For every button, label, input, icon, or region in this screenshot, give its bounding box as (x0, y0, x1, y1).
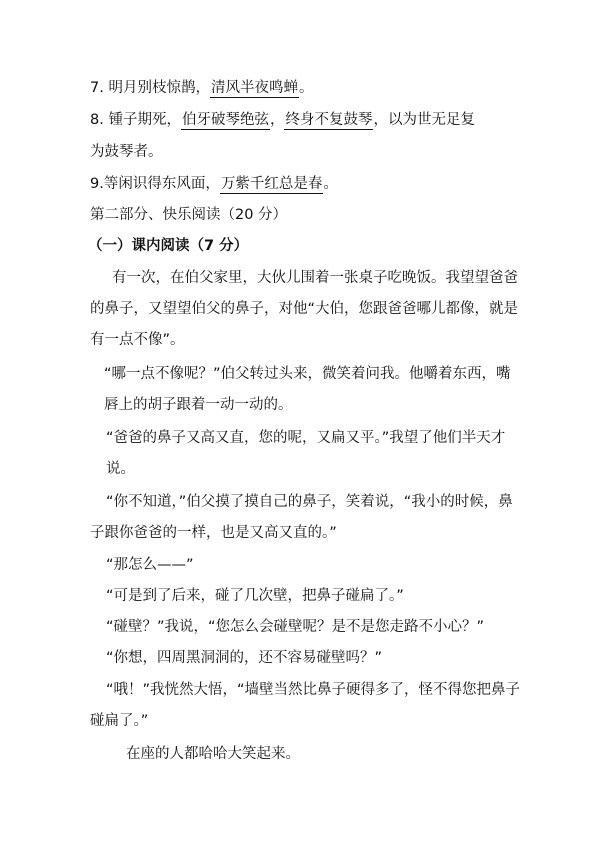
section1-heading: （一）课内阅读（7 分） (88, 238, 249, 254)
passage-p1-line3: 有一点不像”。 (90, 332, 185, 348)
passage-p2-line1: “哪一点不像呢？”伯父转过头来，微笑着问我。他嚼着东西，嘴 (104, 366, 511, 382)
q8-continuation: 为鼓琴者。 (90, 144, 163, 160)
passage-p9-line2: 碰扁了。” (90, 713, 149, 729)
q9-prefix: 9.等闲识得东风面， (90, 176, 220, 192)
passage-p3-line2: 说。 (106, 461, 135, 477)
passage-p10: 在座的人都哈哈大笑起来。 (126, 746, 300, 762)
q8-suffix: ，以为世无足复 (373, 112, 475, 128)
passage-p8: “你想，四周黑洞洞的，还不容易碰壁吗？” (106, 650, 383, 666)
q7-prefix: 7. 明月别枝惊鹊， (90, 80, 210, 96)
q9-suffix: 。 (323, 176, 338, 192)
passage-p3-line1: “爸爸的鼻子又高又直，您的呢，又扁又平。”我望了他们半天才 (106, 430, 506, 446)
passage-p4-line1: “你不知道，”伯父摸了摸自己的鼻子，笑着说，“我小的时候，鼻 (106, 494, 513, 510)
q7-answer: 清风半夜鸣蝉 (210, 80, 298, 96)
q7-line (90, 78, 313, 98)
q9-answer: 万紫千红总是春 (220, 176, 323, 192)
q8-mid: ， (269, 112, 285, 128)
q9-line (90, 174, 338, 194)
passage-p2-line2: 唇上的胡子跟着一动一动的。 (104, 397, 293, 413)
q8-line (90, 110, 475, 130)
passage-p5: “那怎么——” (106, 557, 194, 573)
passage-p9-line1: “哦！”我恍然大悟，“墙壁当然比鼻子硬得多了，怪不得您把鼻子 (106, 682, 521, 698)
passage-p1-line2: 的鼻子，又望望伯父的鼻子，对他“大伯，您跟爸爸哪儿都像，就是 (90, 301, 519, 317)
passage-p6: “可是到了后来，碰了几次壁，把鼻子碰扁了。” (106, 588, 404, 604)
q8-answer1: 伯牙破琴绝弦 (181, 112, 269, 128)
part2-heading: 第二部分、快乐阅读（20 分） (90, 207, 288, 223)
q8-answer2: 终身不复鼓琴 (285, 112, 373, 128)
passage-p4-line2: 子跟你爸爸的一样，也是又高又直的。” (90, 525, 337, 541)
q8-prefix: 8. 锺子期死， (90, 112, 181, 128)
q7-suffix: 。 (298, 80, 314, 96)
passage-p7: “碰壁？”我说，“您怎么会碰壁呢？是不是您走路不小心？” (106, 619, 485, 635)
passage-p1-line1: 有一次，在伯父家里，大伙儿围着一张桌子吃晚饭。我望望爸爸 (112, 270, 518, 286)
